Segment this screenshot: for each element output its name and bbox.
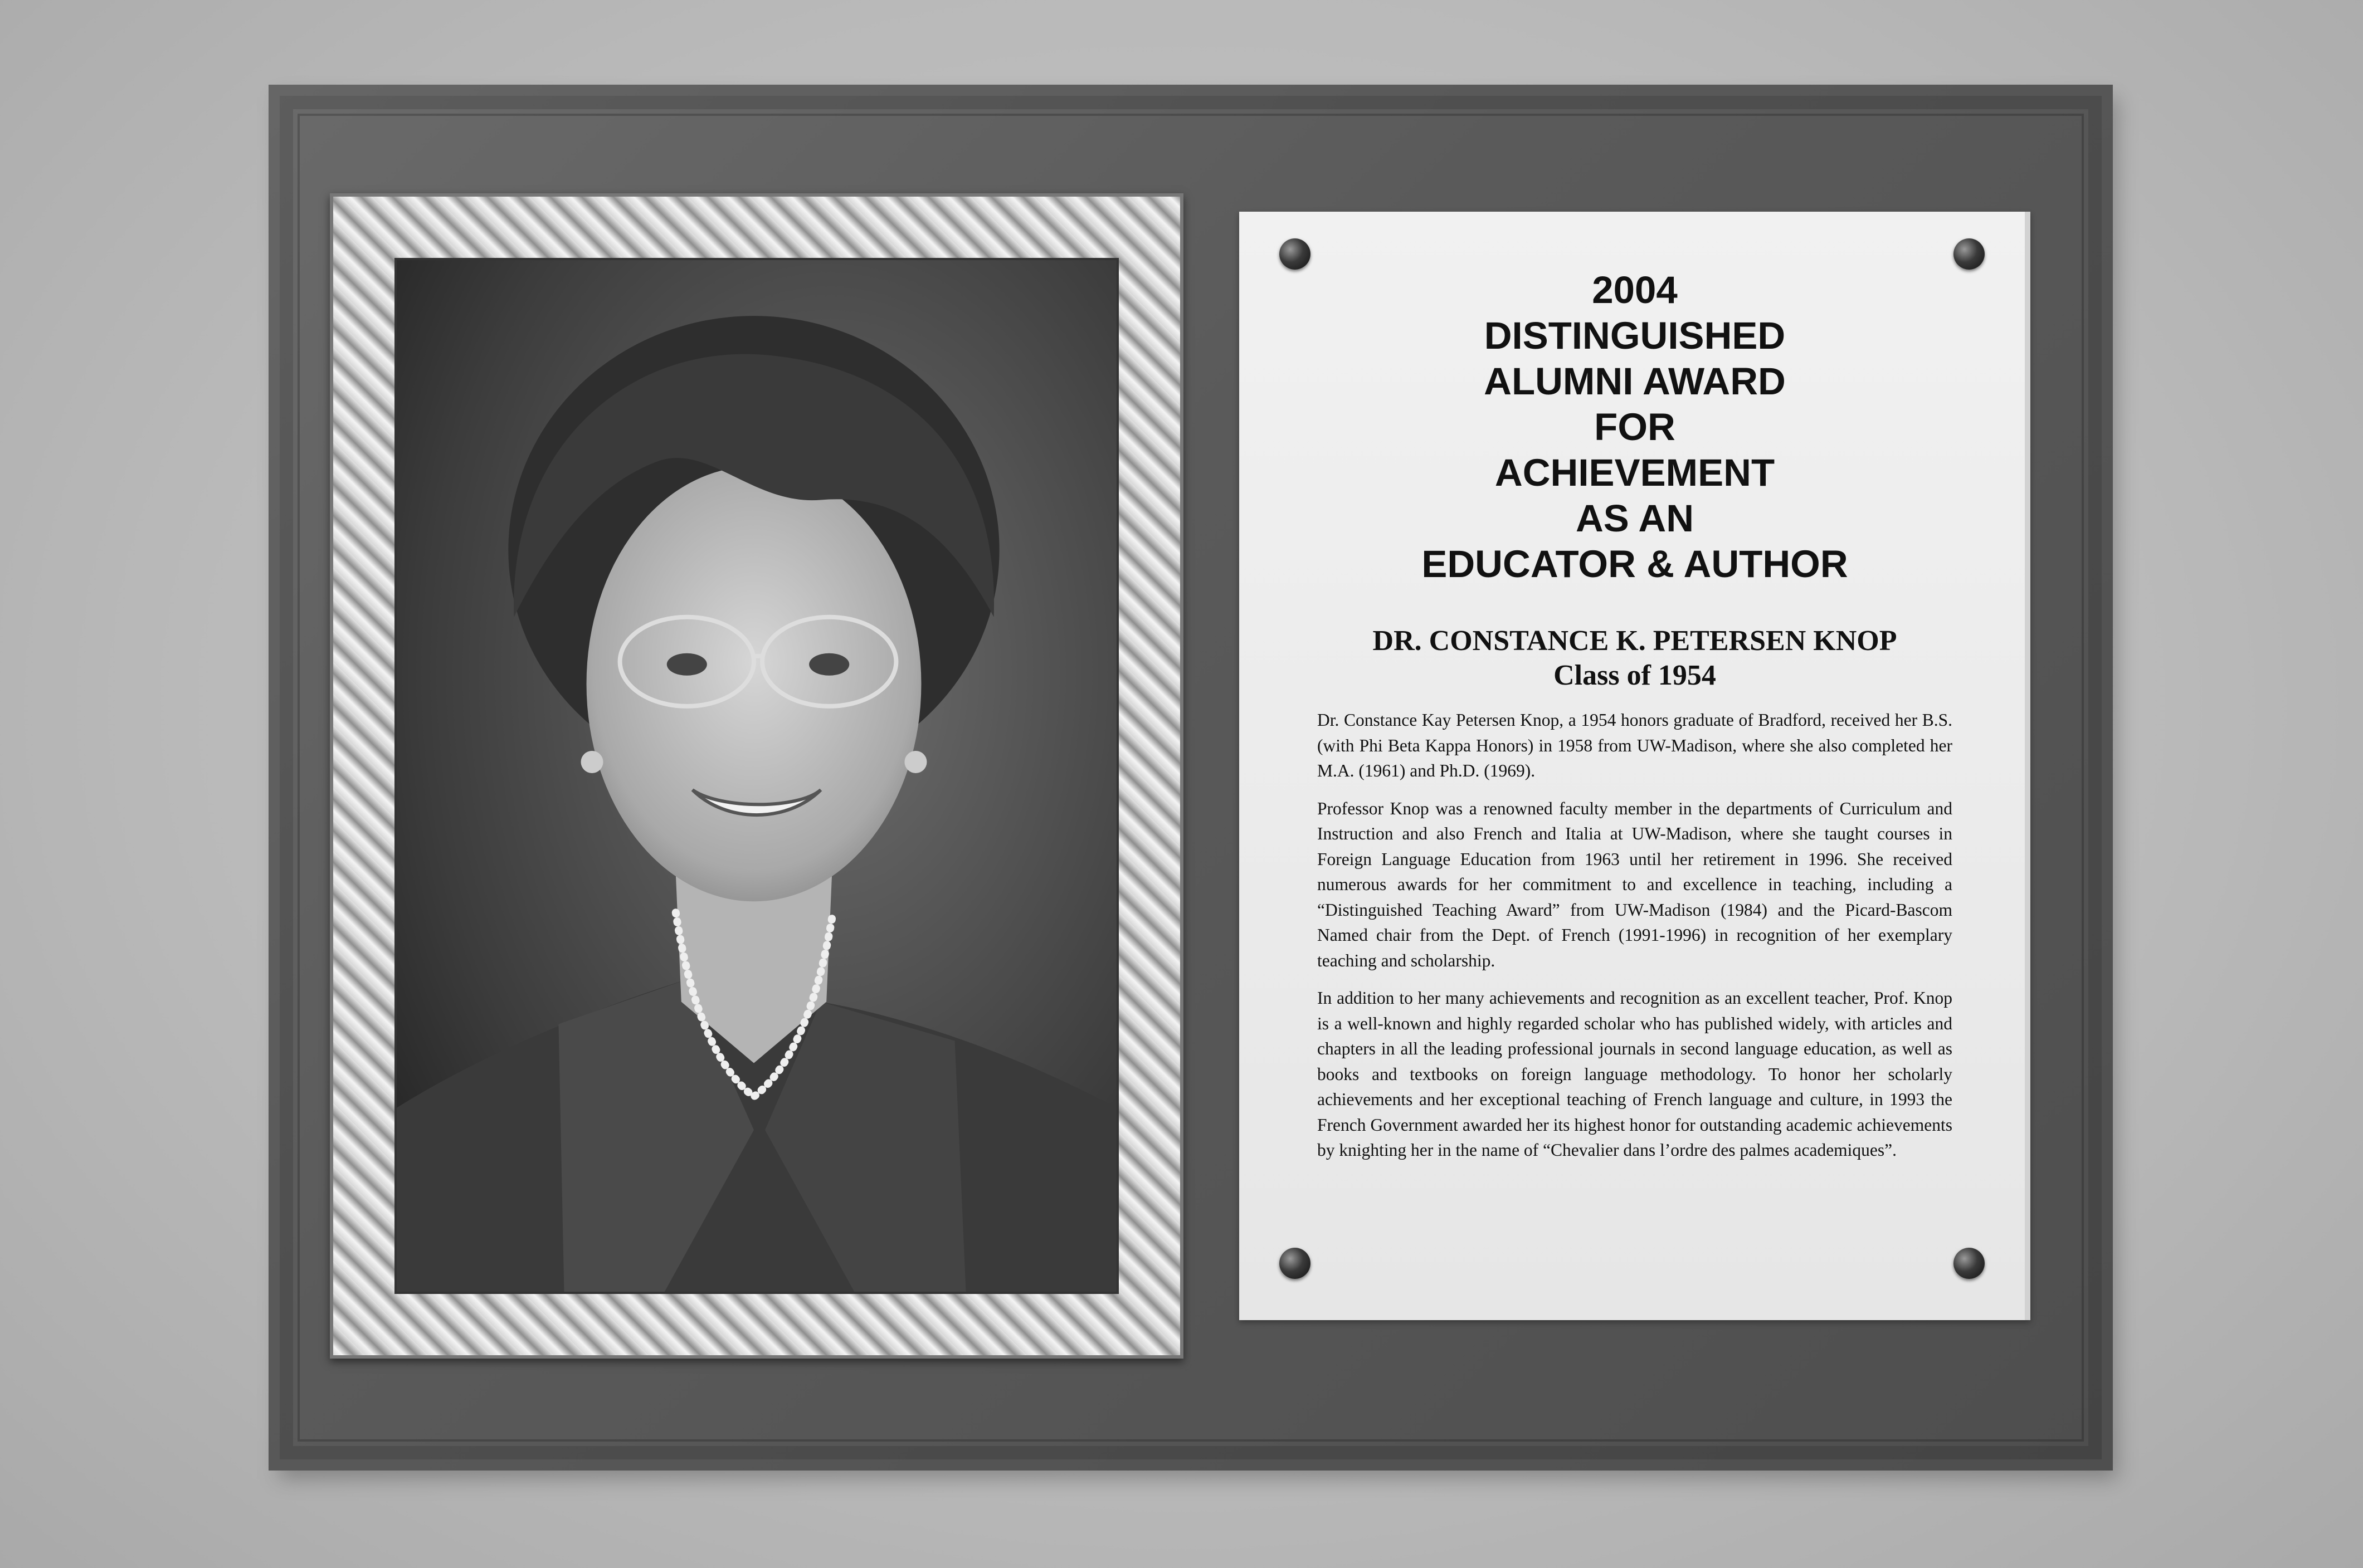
panel-screw-top-right <box>1953 238 1985 270</box>
award-title-line: AS AN <box>1575 497 1694 540</box>
award-title <box>1317 267 1952 587</box>
biography-paragraph: Professor Knop was a renowned faculty member in the departments of Curriculum and Instruction and also French and Italia at UW-Madison, where she taught courses in Foreign Language Education from 1963 until her retirement in 1996. She received numerous awards for her commitment to and excellence in teaching, including a “Distinguished Teaching Award” from UW-Madison (1984) and the Picard-Bascom Named chair from the Dept. of French (1991-1996) in recognition of her exemplary teaching and scholarship. <box>1317 798 1952 970</box>
award-title-line: 2004 <box>1592 268 1678 311</box>
honoree-name: DR. CONSTANCE K. PETERSEN KNOP <box>1372 625 1897 657</box>
panel-screw-bottom-right <box>1953 1248 1985 1279</box>
award-title-line: FOR <box>1594 406 1675 448</box>
panel-content <box>1317 267 1952 1175</box>
award-plaque <box>269 85 2113 1471</box>
portrait-photo <box>394 258 1119 1294</box>
biography-paragraph: In addition to her many achievements and recognition as an excellent teacher, Prof. Knop is a well-known and highly regarded scholar who has published widely, with articles and chapters in all the leading professional journals in second language education, as well as books and textbooks on foreign language methodology. To honor her scholarly achievements and her exceptional teaching of French language and culture, in 1993 the French Government awarded her its highest honor for outstanding academic achievements by knighting her in the name of “Chevalier dans l’ordre des palmes academiques”. <box>1317 988 1952 1160</box>
award-title-line: ALUMNI AWARD <box>1484 360 1786 403</box>
portrait-illustration <box>397 260 1117 1292</box>
class-year: Class of 1954 <box>1553 660 1716 691</box>
text-panel <box>1239 212 2030 1320</box>
panel-screw-bottom-left <box>1279 1248 1310 1279</box>
photo-frame <box>330 193 1183 1359</box>
biography-paragraph: Dr. Constance Kay Petersen Knop, a 1954 honors graduate of Bradford, received her B.S. (with Phi Beta Kappa Honors) in 1958 from UW-Madison, where she also completed her M.A. (1961) and Ph.D. (1969). <box>1317 710 1952 780</box>
award-title-line: EDUCATOR & AUTHOR <box>1421 543 1848 585</box>
panel-screw-top-left <box>1279 238 1310 270</box>
award-title-line: DISTINGUISHED <box>1484 314 1786 357</box>
award-title-line: ACHIEVEMENT <box>1494 451 1775 494</box>
